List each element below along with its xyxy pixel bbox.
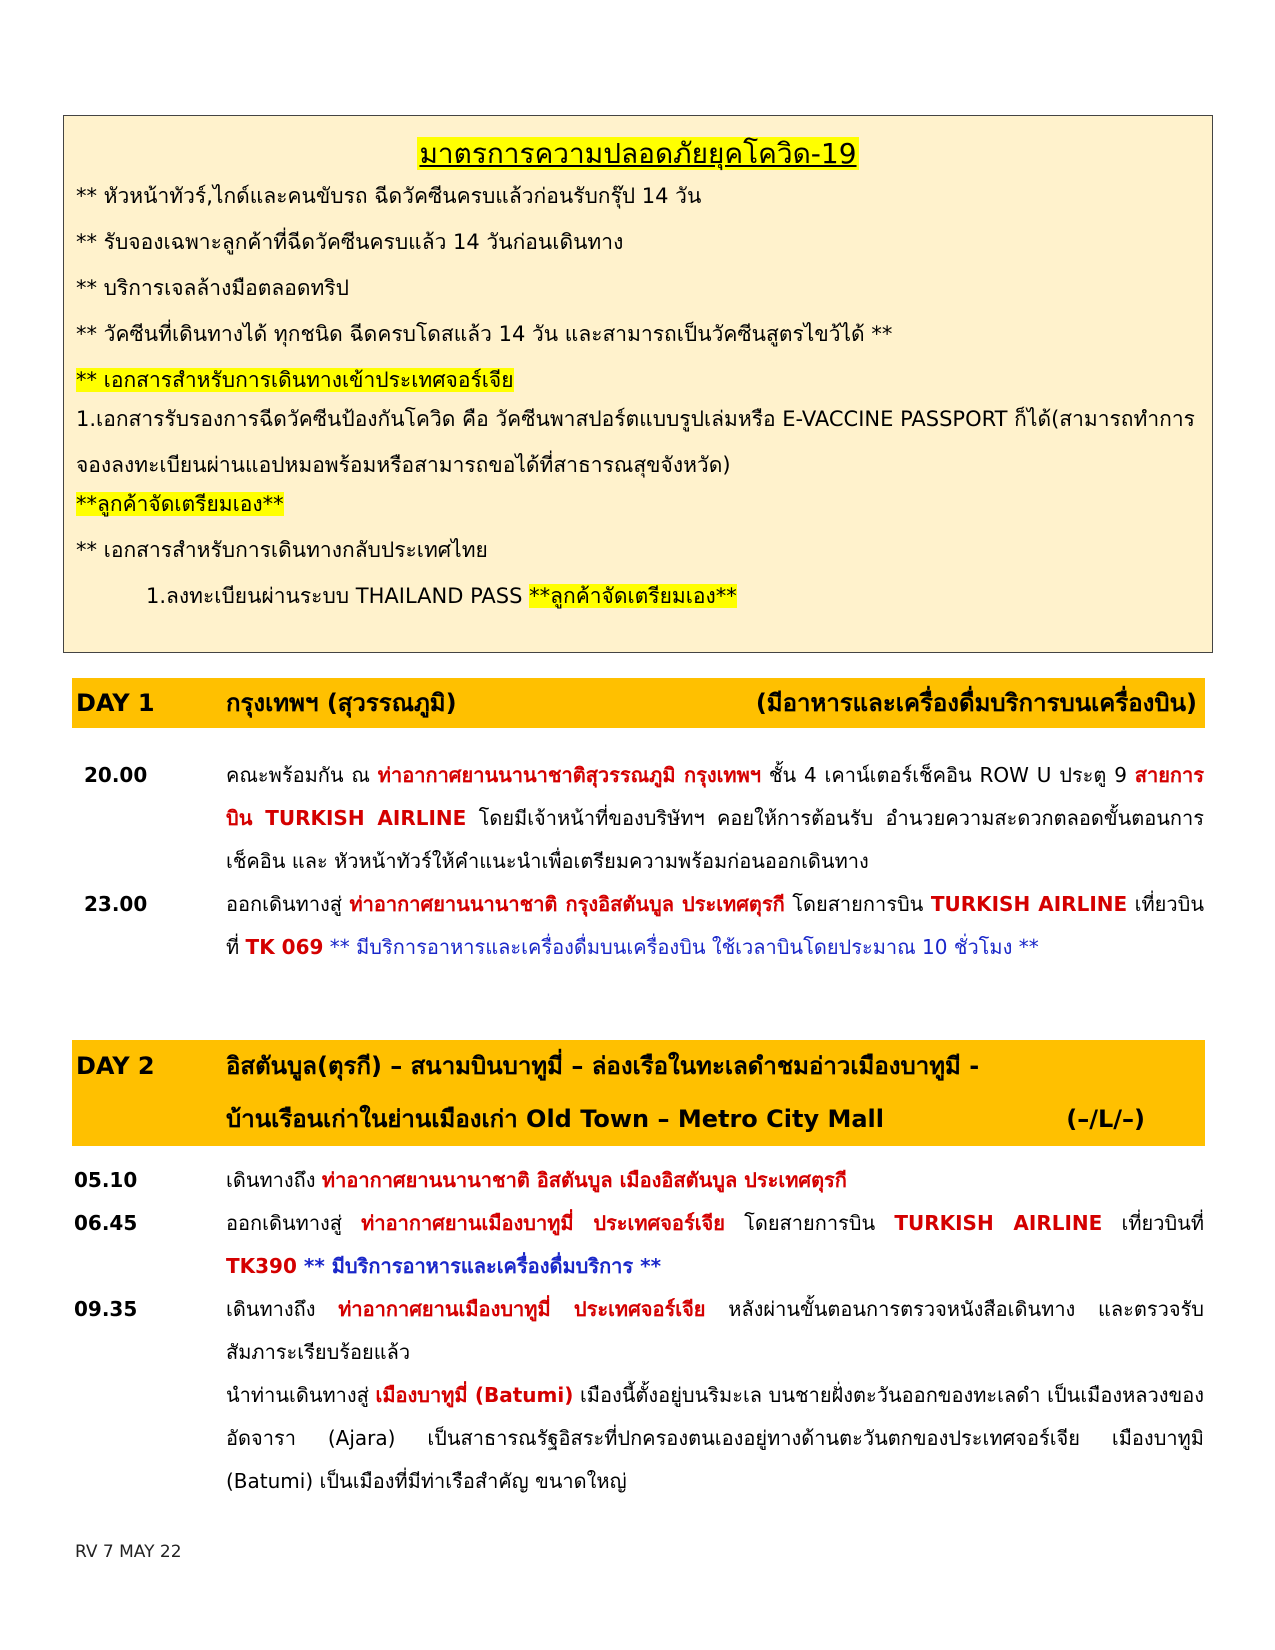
airport-name: ท่าอากาศยานนานาชาติสุวรรณภูมิ กรุงเทพฯ	[377, 763, 762, 787]
flight-number: TK390	[226, 1254, 297, 1278]
day1-item-1-desc	[226, 754, 1204, 883]
day2-meal: (–/L/–)	[1066, 1105, 1145, 1133]
covid-line-1: ** หัวหน้าทัวร์,ไกด์และคนขับรถ ฉีดวัคซีนครบแล้วก่อนรับกรุ๊ป 14 วัน	[76, 184, 702, 208]
text-segment: เที่ยวบินที่	[1102, 1211, 1205, 1235]
docs-thailand-heading: ** เอกสารสำหรับการเดินทางกลับประเทศไทย	[76, 538, 488, 562]
airline-name: สายการบิน TURKISH AIRLINE	[226, 763, 1204, 830]
text-segment: โดยมีเจ้าหน้าที่ของบริษัทฯ คอยให้การต้อนรับ อำนวยความสะดวกตลอดขั้นตอนการเช็คอิน และ หัวหน้าทัวร์ให้คำแนะนำเพื่อเตรียมความพร้อมก่อนออกเดินทาง	[226, 806, 1204, 873]
day2-item-1-time: 05.10	[74, 1168, 138, 1192]
day2-title-line2: บ้านเรือนเก่าในย่านเมืองเก่า Old Town – Metro City Mall	[226, 1105, 884, 1133]
thailand-pass-text: 1.ลงทะเบียนผ่านระบบ THAILAND PASS	[146, 584, 523, 608]
inflight-note: ** มีบริการอาหารและเครื่องดื่มบริการ **	[296, 1254, 662, 1278]
covid-title	[64, 134, 1212, 178]
covid-line-3: ** บริการเจลล้างมือตลอดทริป	[76, 276, 349, 300]
covid-line-2: ** รับจองเฉพาะลูกค้าที่ฉีดวัคซีนครบแล้ว 14 วันก่อนเดินทาง	[76, 230, 624, 254]
day2-header	[72, 1040, 1205, 1146]
airport-name: ท่าอากาศยานเมืองบาทูมี่ ประเทศจอร์เจีย	[338, 1297, 706, 1321]
day2-item-2-time: 06.45	[74, 1211, 138, 1235]
airport-name: ท่าอากาศยานเมืองบาทูมี่ ประเทศจอร์เจีย	[361, 1211, 725, 1235]
covid-title-text: มาตรการความปลอดภัยยุคโควิด-19	[419, 137, 857, 170]
day2-item-3-desc	[226, 1288, 1204, 1503]
airline-name: TURKISH AIRLINE	[930, 892, 1128, 916]
airport-name: ท่าอากาศยานนานาชาติ กรุงอิสตันบูล ประเทศตุรกี	[349, 892, 785, 916]
doc-item-1: 1.เอกสารรับรองการฉีดวัคซีนป้องกันโควิด คือ วัคซีนพาสปอร์ตแบบรูปเล่มหรือ E-VACCINE PASSPORT ก็ได้(สามารถทำการจองลงทะเบียนผ่านแอปหมอพร้อมหรือสามารถขอได้ที่สาธารณสุขจังหวัด)	[76, 407, 1195, 477]
day2-item-2-desc	[226, 1202, 1204, 1288]
day2-title-line1: อิสตันบูล(ตุรกี) – สนามบินบาทูมี่ – ล่องเรือในทะเลดำชมอ่าวเมืองบาทูมี -	[226, 1052, 980, 1080]
docs-georgia-heading	[76, 365, 514, 395]
self-prepare-text-2: **ลูกค้าจัดเตรียมเอง**	[529, 584, 737, 608]
day1-title: กรุงเทพฯ (สุวรรณภูมิ)	[226, 689, 457, 717]
day1-item-1-time: 20.00	[84, 763, 148, 787]
day1-meal: (มีอาหารและเครื่องดื่มบริการบนเครื่องบิน)	[755, 689, 1197, 717]
text-segment: เดินทางถึง	[226, 1297, 339, 1321]
text-segment: เมืองนี้ตั้งอยู่บนริมะเล บนชายฝั่งตะวันออกของทะเลดำ เป็นเมืองหลวงของอัดจารา (Ajara) เป็นสาธารณรัฐอิสระที่ปกครองตนเองอยู่ทางด้านตะวันตกของประเทศจอร์เจีย เมืองบาทูมิ (Batumi) เป็นเมืองที่มีท่าเรือสำคัญ ขนาดใหญ่	[226, 1383, 1204, 1493]
text-segment: ออกเดินทางสู่	[226, 1211, 362, 1235]
city-name: เมืองบาทูมี่ (Batumi)	[375, 1383, 574, 1407]
day1-label: DAY 1	[76, 689, 155, 717]
covid-safety-box	[63, 115, 1213, 653]
day1-item-2-time: 23.00	[84, 892, 148, 916]
text-segment: หลังผ่านขั้นตอนการตรวจหนังสือเดินทาง และตรวจรับสัมภาระเรียบร้อยแล้ว	[226, 1297, 1204, 1364]
text-segment: ชั้น 4 เคาน์เตอร์เช็คอิน ROW U ประตู 9	[761, 763, 1135, 787]
airport-name: ท่าอากาศยานนานาชาติ อิสตันบูล เมืองอิสตันบูล ประเทศตุรกี	[321, 1168, 847, 1192]
text-segment: โดยสายการบิน	[784, 892, 931, 916]
text-segment: เที่ยวบินที่	[226, 892, 1204, 959]
text-segment: เดินทางถึง	[226, 1168, 322, 1192]
day2-item-1-desc	[226, 1159, 1204, 1202]
day1-item-2-desc	[226, 883, 1204, 969]
self-prepare-note-1	[76, 489, 284, 519]
docs-georgia-text: ** เอกสารสำหรับการเดินทางเข้าประเทศจอร์เจีย	[76, 368, 514, 392]
inflight-note: ** มีบริการอาหารและเครื่องดื่มบนเครื่องบิน ใช้เวลาบินโดยประมาณ 10 ชั่วโมง **	[323, 935, 1039, 959]
day2-item-3-time: 09.35	[74, 1297, 138, 1321]
thailand-pass-line	[146, 581, 737, 611]
flight-number: TK 069	[245, 935, 324, 959]
revision-footer: RV 7 MAY 22	[75, 1542, 182, 1562]
text-segment: ออกเดินทางสู่	[226, 892, 350, 916]
day1-header	[72, 678, 1205, 728]
text-segment: โดยสายการบิน	[724, 1211, 895, 1235]
airline-name: TURKISH AIRLINE	[894, 1211, 1103, 1235]
text-segment: คณะพร้อมกัน ณ	[226, 763, 378, 787]
text-segment: นำท่านเดินทางสู่	[226, 1383, 376, 1407]
self-prepare-text-1: **ลูกค้าจัดเตรียมเอง**	[76, 492, 284, 516]
covid-line-4: ** วัคซีนที่เดินทางได้ ทุกชนิด ฉีดครบโดสแล้ว 14 วัน และสามารถเป็นวัคซีนสูตรไขว้ได้ **	[76, 322, 893, 346]
day2-label: DAY 2	[76, 1052, 155, 1080]
